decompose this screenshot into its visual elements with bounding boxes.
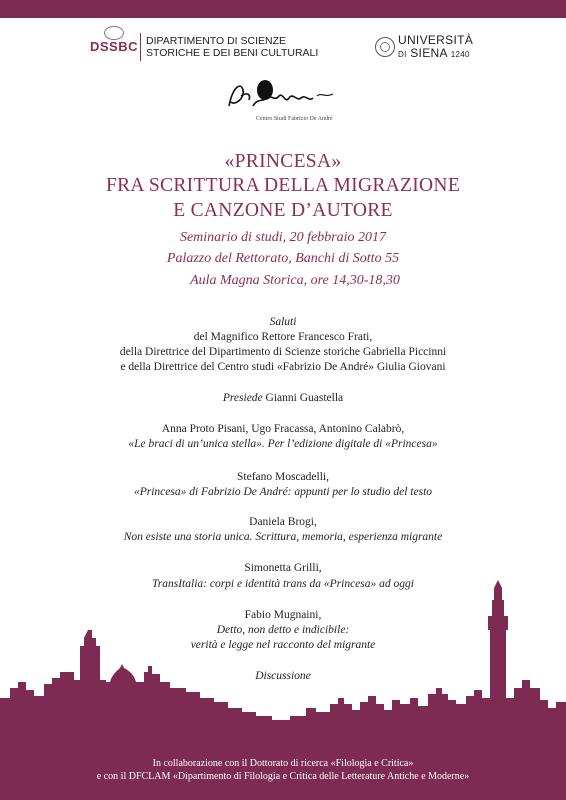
university-line-2: [398, 47, 473, 61]
subtitle-date: Seminario di studi, 20 febbraio 2017: [179, 230, 387, 245]
talk-4-speaker: Simonetta Grilli,: [244, 562, 322, 574]
saluti-heading: Saluti: [269, 316, 297, 328]
top-color-band: [0, 0, 566, 18]
title-line-1: «PRINCESA»: [224, 151, 342, 172]
university-siena: SIENA: [410, 46, 448, 60]
university-line-1: UNIVERSITÀ: [398, 33, 474, 47]
presiede-label: Presiede: [222, 392, 263, 404]
logo-divider: [140, 33, 141, 61]
title-line-2: FRA SCRITTURA DELLA MIGRAZIONE: [105, 175, 461, 196]
footer-line-2: e con il DFCLAM «Dipartimento di Filologia e Critica delle Letterature Antiche e Moderne»: [96, 771, 470, 782]
saluti-line-2: della Direttrice del Dipartimento di Scienze storiche Gabriella Piccinni: [119, 346, 447, 358]
talk-2-title: «Princesa» di Fabrizio De André: appunti per lo studio del testo: [133, 486, 433, 498]
signature-caption: Centro Studi Fabrizio De André: [256, 116, 333, 122]
talk-5-title-line-1: Detto, non detto e indicibile:: [216, 624, 350, 636]
subtitle-time: Aula Magna Storica, ore 14,30-18,30: [190, 273, 400, 288]
talk-2-speaker: Stefano Moscadelli,: [237, 471, 329, 483]
talk-5-title-line-2: verità e legge nel racconto del migrante: [190, 639, 376, 651]
saluti-line-1: del Magnifico Rettore Francesco Frati,: [193, 331, 373, 343]
subtitle-venue: Palazzo del Rettorato, Banchi di Sotto 55: [166, 251, 400, 266]
talk-5-speaker: Fabio Mugnaini,: [244, 609, 322, 621]
dssbc-logo: DSSBC: [90, 39, 139, 54]
department-name: [146, 35, 318, 59]
footer-line-1: In collaborazione con il Dottorato di ricerca «Filologia e Critica»: [152, 758, 414, 769]
department-line-2: STORICHE E DEI BENI CULTURALI: [146, 47, 319, 59]
talk-3-title: Non esiste una storia unica. Scrittura, memoria, esperienza migrante: [123, 531, 443, 543]
talk-3-speaker: Daniela Brogi,: [249, 516, 317, 528]
department-line-1: DIPARTIMENTO DI SCIENZE: [146, 35, 287, 47]
saluti-line-3: e della Direttrice del Centro studi «Fabrizio De André» Giulia Giovani: [120, 361, 446, 373]
university-seal-icon: [375, 37, 395, 57]
presiede: [0, 391, 566, 406]
title-line-3: E CANZONE D’AUTORE: [173, 200, 393, 221]
discussione: Discussione: [255, 670, 311, 682]
university-logo: [398, 34, 473, 61]
signature-logo: [223, 76, 338, 114]
presiede-name: Gianni Guastella: [265, 392, 344, 404]
talk-4-title: TransItalia: corpi e identità trans da «Princesa» ad oggi: [152, 578, 414, 590]
dssbc-seal-icon: [104, 26, 124, 40]
university-di: DI: [398, 50, 407, 59]
university-year: 1240: [450, 50, 470, 59]
talk-1-title: «Le braci di un’unica stella». Per l’edizione digitale di «Princesa»: [128, 438, 438, 450]
talk-1-speakers: Anna Proto Pisani, Ugo Fracassa, Antonino Calabrò,: [161, 423, 405, 435]
